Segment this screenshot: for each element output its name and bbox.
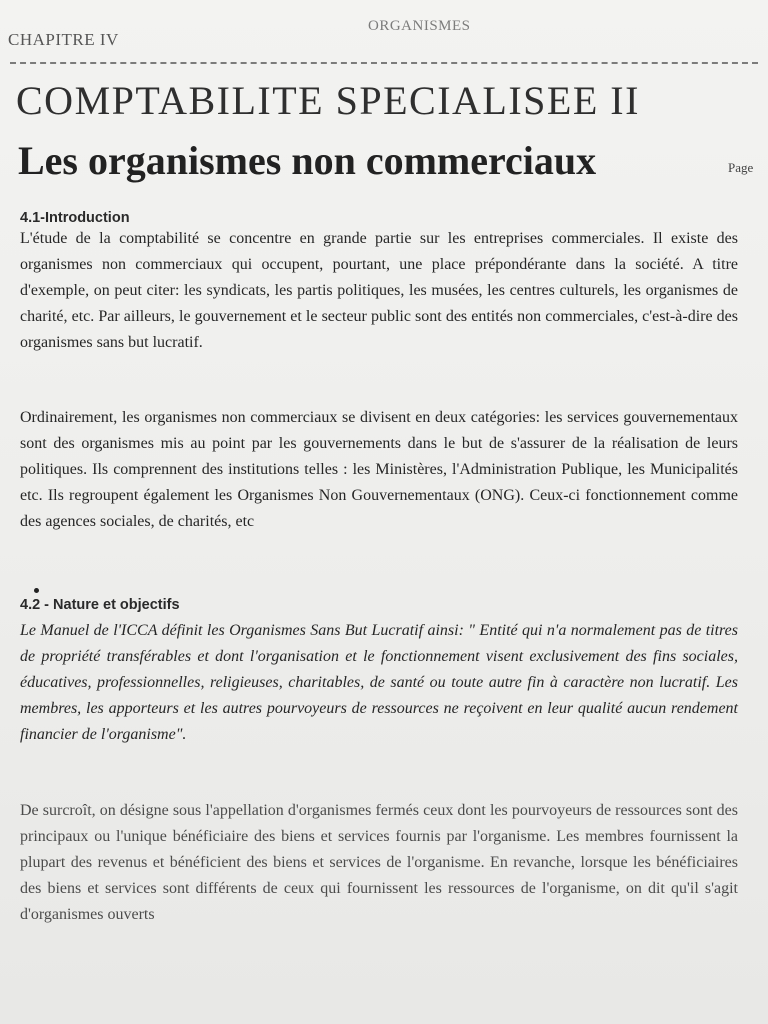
- bullet-dot: [34, 588, 39, 593]
- header-divider: [10, 62, 758, 64]
- paragraph-organismes-fermes-ouverts: De surcroît, on désigne sous l'appellation d'organismes fermés ceux dont les pourvoyeurs de ressources sont des principaux ou l'unique bénéficiaire des biens et services fournis par l'organisme. Les membres fournissent la plupart des revenus et bénéficient des biens et services de l'organisme. En revanche, lorsque les bénéficiaires des biens et services sont différents de ceux qui fournissent les ressources de l'organisme, on dit qu'il s'agit d'organismes ouverts: [20, 802, 738, 923]
- document-title: COMPTABILITE SPECIALISEE II: [16, 78, 640, 123]
- running-head: ORGANISMES: [368, 18, 471, 34]
- section-heading-introduction: 4.1-Introduction: [20, 210, 130, 226]
- paragraph-introduction-2: Ordinairement, les organismes non commerciaux se divisent en deux catégories: les services gouvernementaux sont des organismes mis au point par les gouvernements dans le but de s'assurer de la réalisation de leurs politiques. Ils comprennent des institutions telles : les Ministères, l'Administration Publique, les Municipalités etc. Ils regroupent également les Organismes Non Gouvernementaux (ONG). Ceux-ci fonctionnement comme des agences sociales, de charités, etc: [20, 409, 738, 530]
- paragraph-definition-quote: Le Manuel de l'ICCA définit les Organismes Sans But Lucratif ainsi: " Entité qui n'a normalement pas de titres de propriété transférables et dont l'organisation et le fonctionnement visent exclusivement des fins sociales, éducatives, professionnelles, religieuses, charitables, de santé ou toute autre fin à caractère non lucratif. Les membres, les apporteurs et les autres pourvoyeurs de ressources ne reçoivent en leur qualité aucun rendement financier de l'organisme".: [20, 622, 738, 743]
- chapter-label: CHAPITRE IV: [8, 30, 119, 49]
- paragraph-introduction-1: L'étude de la comptabilité se concentre en grande partie sur les entreprises commerciales. Il existe des organismes non commerciaux qui occupent, pourtant, une place prépondérante dans la société. A titre d'exemple, on peut citer: les syndicats, les partis politiques, les musées, les centres culturels, les organismes de charité, etc. Par ailleurs, le gouvernement et le secteur public sont des entités non commerciales, c'est-à-dire des organismes sans but lucratif.: [20, 230, 738, 351]
- section-heading-nature-objectifs: 4.2 - Nature et objectifs: [20, 597, 180, 613]
- page-number-label: Page: [728, 160, 754, 175]
- document-subtitle: Les organismes non commerciaux: [18, 138, 597, 183]
